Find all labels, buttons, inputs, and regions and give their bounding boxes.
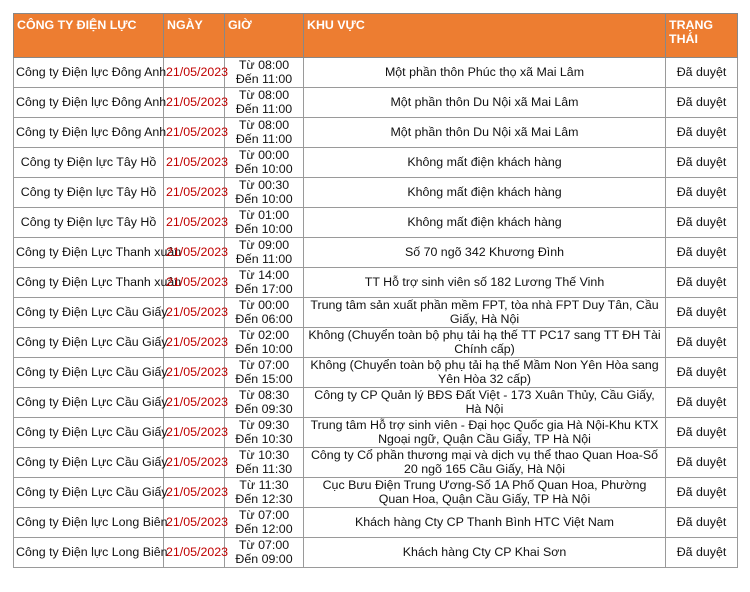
cell-status: Đã duyệt — [666, 148, 738, 178]
cell-date: 21/05/2023 — [164, 448, 225, 478]
cell-time: Từ 00:00 Đến 06:00 — [225, 298, 304, 328]
cell-date: 21/05/2023 — [164, 148, 225, 178]
cell-area: Cục Bưu Điện Trung Ương-Số 1A Phố Quan Hoa, Phường Quan Hoa, Quận Cầu Giấy, TP Hà Nội — [304, 478, 666, 508]
table-row — [14, 88, 738, 118]
cell-date: 21/05/2023 — [164, 88, 225, 118]
cell-company: Công ty Điện Lực Cầu Giấy — [14, 478, 164, 508]
cell-time: Từ 14:00 Đến 17:00 — [225, 268, 304, 298]
table-row — [14, 118, 738, 148]
cell-area: Số 70 ngõ 342 Khương Đình — [304, 238, 666, 268]
table-row — [14, 388, 738, 418]
cell-time: Từ 07:00 Đến 12:00 — [225, 508, 304, 538]
cell-time: Từ 08:00 Đến 11:00 — [225, 88, 304, 118]
cell-time: Từ 02:00 Đến 10:00 — [225, 328, 304, 358]
table-row — [14, 58, 738, 88]
cell-company: Công ty Điện lực Tây Hồ — [14, 208, 164, 238]
table-row — [14, 268, 738, 298]
cell-company: Công ty Điện Lực Cầu Giấy — [14, 388, 164, 418]
cell-date: 21/05/2023 — [164, 508, 225, 538]
cell-date: 21/05/2023 — [164, 208, 225, 238]
cell-status: Đã duyệt — [666, 238, 738, 268]
table-row — [14, 328, 738, 358]
cell-company: Công ty Điện lực Long Biên — [14, 538, 164, 568]
cell-company: Công ty Điện Lực Cầu Giấy — [14, 358, 164, 388]
cell-date: 21/05/2023 — [164, 388, 225, 418]
cell-status: Đã duyệt — [666, 358, 738, 388]
cell-area: Không mất điện khách hàng — [304, 208, 666, 238]
cell-time: Từ 07:00 Đến 15:00 — [225, 358, 304, 388]
header-row — [14, 14, 738, 58]
cell-area: Một phần thôn Du Nội xã Mai Lâm — [304, 118, 666, 148]
cell-company: Công ty Điện Lực Thanh xuân — [14, 238, 164, 268]
cell-date: 21/05/2023 — [164, 328, 225, 358]
cell-status: Đã duyệt — [666, 328, 738, 358]
table-row — [14, 478, 738, 508]
cell-date: 21/05/2023 — [164, 118, 225, 148]
cell-status: Đã duyệt — [666, 508, 738, 538]
cell-area: Không (Chuyển toàn bộ phụ tải hạ thế TT PC17 sang TT ĐH Tài Chính cấp) — [304, 328, 666, 358]
cell-time: Từ 00:30 Đến 10:00 — [225, 178, 304, 208]
cell-area: Một phần thôn Phúc thọ xã Mai Lâm — [304, 58, 666, 88]
cell-date: 21/05/2023 — [164, 298, 225, 328]
cell-status: Đã duyệt — [666, 88, 738, 118]
cell-company: Công ty Điện Lực Cầu Giấy — [14, 448, 164, 478]
cell-time: Từ 00:00 Đến 10:00 — [225, 148, 304, 178]
cell-area: Khách hàng Cty CP Khai Sơn — [304, 538, 666, 568]
cell-company: Công ty Điện lực Đông Anh — [14, 118, 164, 148]
cell-date: 21/05/2023 — [164, 268, 225, 298]
cell-area: Khách hàng Cty CP Thanh Bình HTC Việt Nam — [304, 508, 666, 538]
cell-area: Không (Chuyển toàn bộ phụ tải hạ thế Mầm Non Yên Hòa sang Yên Hòa 32 cấp) — [304, 358, 666, 388]
table-row — [14, 208, 738, 238]
cell-date: 21/05/2023 — [164, 538, 225, 568]
cell-time: Từ 09:00 Đến 11:00 — [225, 238, 304, 268]
header-company: CÔNG TY ĐIỆN LỰC — [14, 14, 164, 58]
cell-status: Đã duyệt — [666, 208, 738, 238]
cell-area: Không mất điện khách hàng — [304, 178, 666, 208]
cell-time: Từ 08:00 Đến 11:00 — [225, 58, 304, 88]
cell-area: Công ty Cổ phần thương mại và dịch vụ thể thao Quan Hoa-Số 20 ngõ 165 Cầu Giấy, Hà Nội — [304, 448, 666, 478]
cell-time: Từ 09:30 Đến 10:30 — [225, 418, 304, 448]
cell-company: Công ty Điện Lực Cầu Giấy — [14, 328, 164, 358]
header-time: GIỜ — [225, 14, 304, 58]
header-status: TRẠNG THÁI — [666, 14, 738, 58]
cell-time: Từ 07:00 Đến 09:00 — [225, 538, 304, 568]
cell-status: Đã duyệt — [666, 538, 738, 568]
cell-status: Đã duyệt — [666, 478, 738, 508]
header-area: KHU VỰC — [304, 14, 666, 58]
cell-area: Công ty CP Quản lý BĐS Đất Việt - 173 Xuân Thủy, Cầu Giấy, Hà Nội — [304, 388, 666, 418]
cell-company: Công ty Điện lực Đông Anh — [14, 88, 164, 118]
table-row — [14, 238, 738, 268]
cell-area: Trung tâm Hỗ trợ sinh viên - Đại học Quốc gia Hà Nội-Khu KTX Ngoại ngữ, Quận Cầu Giấy, TP Hà Nội — [304, 418, 666, 448]
cell-company: Công ty Điện Lực Cầu Giấy — [14, 418, 164, 448]
table-body — [14, 58, 738, 568]
cell-company: Công ty Điện Lực Cầu Giấy — [14, 298, 164, 328]
cell-area: TT Hỗ trợ sinh viên số 182 Lương Thế Vinh — [304, 268, 666, 298]
cell-company: Công ty Điện lực Tây Hồ — [14, 148, 164, 178]
table-row — [14, 448, 738, 478]
cell-area: Trung tâm sản xuất phần mềm FPT, tòa nhà FPT Duy Tân, Cầu Giấy, Hà Nội — [304, 298, 666, 328]
outage-schedule-table — [13, 13, 738, 568]
cell-status: Đã duyệt — [666, 298, 738, 328]
cell-date: 21/05/2023 — [164, 418, 225, 448]
cell-company: Công ty Điện Lực Thanh xuân — [14, 268, 164, 298]
cell-company: Công ty Điện lực Long Biên — [14, 508, 164, 538]
cell-time: Từ 08:30 Đến 09:30 — [225, 388, 304, 418]
cell-area: Không mất điện khách hàng — [304, 148, 666, 178]
table-row — [14, 418, 738, 448]
cell-company: Công ty Điện lực Đông Anh — [14, 58, 164, 88]
table-row — [14, 538, 738, 568]
table-header — [14, 14, 738, 58]
cell-status: Đã duyệt — [666, 418, 738, 448]
header-date: NGÀY — [164, 14, 225, 58]
table-row — [14, 298, 738, 328]
cell-time: Từ 08:00 Đến 11:00 — [225, 118, 304, 148]
cell-date: 21/05/2023 — [164, 478, 225, 508]
cell-date: 21/05/2023 — [164, 358, 225, 388]
cell-date: 21/05/2023 — [164, 238, 225, 268]
cell-date: 21/05/2023 — [164, 58, 225, 88]
table-row — [14, 358, 738, 388]
table-row — [14, 508, 738, 538]
cell-time: Từ 01:00 Đến 10:00 — [225, 208, 304, 238]
cell-status: Đã duyệt — [666, 388, 738, 418]
cell-status: Đã duyệt — [666, 178, 738, 208]
table-row — [14, 148, 738, 178]
cell-area: Một phần thôn Du Nội xã Mai Lâm — [304, 88, 666, 118]
cell-company: Công ty Điện lực Tây Hồ — [14, 178, 164, 208]
cell-time: Từ 10:30 Đến 11:30 — [225, 448, 304, 478]
cell-status: Đã duyệt — [666, 268, 738, 298]
table-row — [14, 178, 738, 208]
cell-status: Đã duyệt — [666, 118, 738, 148]
cell-status: Đã duyệt — [666, 448, 738, 478]
cell-status: Đã duyệt — [666, 58, 738, 88]
cell-date: 21/05/2023 — [164, 178, 225, 208]
cell-time: Từ 11:30 Đến 12:30 — [225, 478, 304, 508]
